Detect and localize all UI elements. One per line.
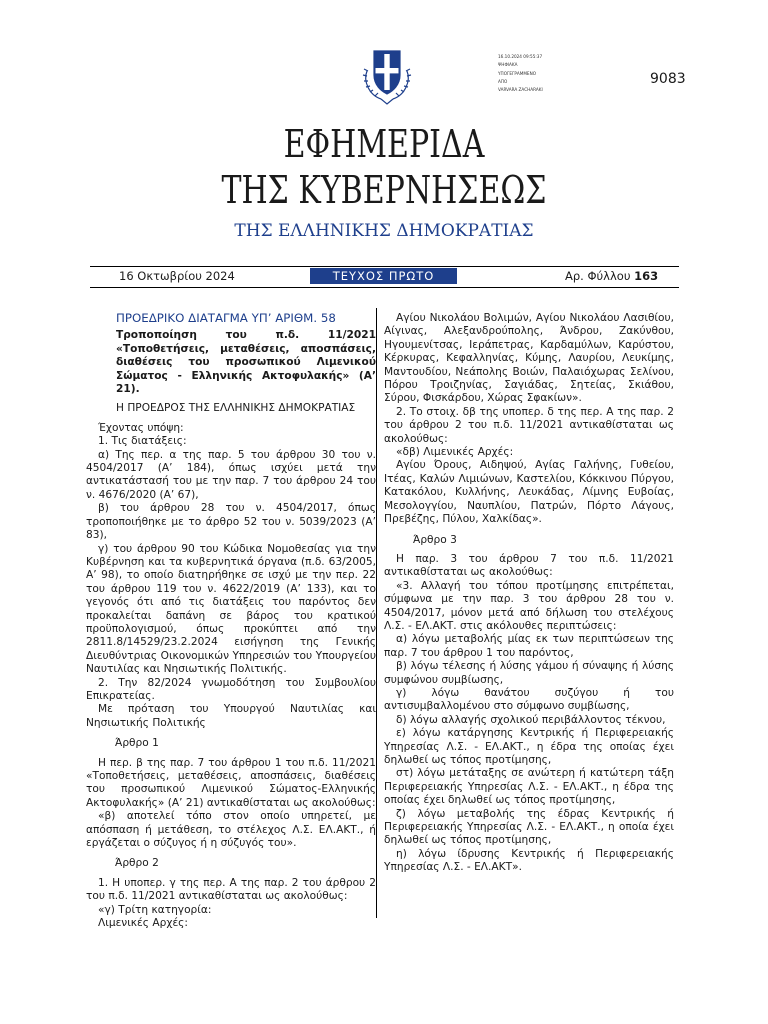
paragraph: β) του άρθρου 28 του ν. 4504/2017, όπως τροποποιήθηκε με το άρθρο 52 του ν. 5039/2023 (Α’ 83),	[86, 502, 376, 542]
paragraph: δ) λόγω αλλαγής σχολικού περιβάλλοντος τέκνου,	[396, 713, 666, 726]
decree-subject: Τροποποίηση του π.δ. 11/2021 «Τοποθετήσεις, μεταθέσεις, αποσπάσεις, διαθέσεις του προσωπικού Λιμενικού Σώματος - Ελληνικής Ακτοφυλακής» (Α’ 21).	[116, 329, 376, 396]
paragraph: 1. Τις διατάξεις:	[98, 435, 187, 448]
paragraph: Αγίου Όρους, Αιδηψού, Αγίας Γαλήνης, Γυθείου, Ιτέας, Καλών Λιμιώνων, Καστελίου, Κόκκινου Πύργου, Κατακόλου, Κυλλήνης, Λευκάδας, Λίμνης Ευβοίας, Μεσολογγίου, Ναυπλίου, Πατρών, Πόρτο Λάγους, Πρεβέζης, Πύλου, Χαλκίδας».	[384, 459, 674, 526]
paragraph: 2. Το στοιχ. δβ της υποπερ. δ της περ. Α της παρ. 2 του άρθρου 2 του π.δ. 11/2021 αντικαθίσταται ως ακολούθως:	[384, 405, 674, 445]
signature-line: ΨΗΦΙΑΚΑ	[498, 62, 518, 68]
president-heading: Η ΠΡΟΕΔΡΟΣ ΤΗΣ ΕΛΛΗΝΙΚΗΣ ΔΗΜΟΚΡΑΤΙΑΣ	[116, 402, 356, 415]
article-heading: Άρθρο 3	[413, 533, 457, 546]
issue-date: 16 Οκτωβρίου 2024	[119, 269, 235, 283]
masthead-subtitle: ΤΗΣ ΕΛΛΗΝΙΚΗΣ ΔΗΜΟΚΡΑΤΙΑΣ	[234, 221, 534, 241]
paragraph: Με πρόταση του Υπουργού Ναυτιλίας και Νησιωτικής Πολιτικής	[86, 703, 376, 729]
masthead-title-line1: ΕΦΗΜΕΡΙΔΑ	[283, 122, 485, 166]
paragraph: ζ) λόγω μεταβολής της έδρας Κεντρικής ή Περιφερειακής Υπηρεσίας Λ.Σ. - ΕΛ.ΑΚΤ., η οποία έχει δηλωθεί ως τόπος προτίμησης,	[384, 807, 674, 847]
paragraph: α) λόγω μεταβολής μίας εκ των περιπτώσεων της παρ. 7 του άρθρου 1 του παρόντος,	[384, 633, 674, 659]
paragraph: γ) του άρθρου 90 του Κώδικα Νομοθεσίας για την Κυβέρνηση και τα κυβερνητικά όργανα (π.δ. 63/2005, Α’ 98), το οποίο διατηρήθηκε σε ισχύ με την περ. 22 του άρθρου 119 του ν. 4622/2019 (Α’ 133), και το γεγονός ότι από τις διατάξεις του παρόντος δεν προκαλείται δαπάνη σε βάρος του κρατικού προϋπολογισμού, όπως προκύπτει από την 2811.8/14529/23.2.2024 εισήγηση της Γενικής Διευθύντριας Οικονομικών Υπηρεσιών του Υπουργείου Ναυτιλίας και Νησιωτικής Πολιτικής.	[86, 542, 376, 676]
signature-timestamp: 16.10.2024 09:55:37	[498, 54, 543, 59]
paragraph: γ) λόγω θανάτου συζύγου ή του αντισυμβαλλομένου στο σύμφωνο συμβίωσης,	[384, 686, 674, 713]
signature-line: ΥΠΟΓΕΓΡΑΜΜΕΝΟ	[498, 70, 537, 76]
header-bottom-rule	[90, 287, 679, 288]
article-heading: Άρθρο 2	[115, 857, 159, 870]
header-top-rule	[90, 266, 679, 267]
paragraph: Η παρ. 3 του άρθρου 7 του π.δ. 11/2021 αντικαθίσταται ως ακολούθως:	[384, 552, 674, 579]
right-column	[384, 312, 674, 875]
sheet-label: Αρ. Φύλλου	[565, 269, 631, 283]
decree-title: ΠΡΟΕΔΡΙΚΟ ΔΙΑΤΑΓΜΑ ΥΠ’ ΑΡΙΘΜ. 58	[116, 311, 336, 325]
paragraph: Αγίου Νικολάου Βολιμών, Αγίου Νικολάου Λασιθίου, Αίγινας, Αλεξανδρούπολης, Άνδρου, Ζακύνθου, Ηγουμενίτσας, Ιεράπετρας, Καρδαμύλων, Καρύστου, Κέρκυρας, Κεφαλληνίας, Κύμης, Λαυρίου, Λευκίμης, Μαντουδίου, Νεάπολης Βοιών, Παλαιόχωρας Σελίνου, Πόρου Τροιζηνίας, Σαγιάδας, Σητείας, Σκιάθου, Σύρου, Φισκάρδου, Χώρας Σφακίων».	[384, 312, 674, 405]
paragraph: «γ) Τρίτη κατηγορία:	[98, 903, 212, 916]
paragraph: 2. Την 82/2024 γνωμοδότηση του Συμβουλίου Επικρατείας.	[86, 676, 376, 702]
article-heading: Άρθρο 1	[115, 737, 159, 750]
left-column	[86, 312, 376, 930]
page-number: 9083	[650, 71, 686, 87]
paragraph: α) Της περ. α της παρ. 5 του άρθρου 30 του ν. 4504/2017 (Α’ 184), όπως ισχύει μετά την αντικατάστασή του με την παρ. 7 του άρθρου 24 του ν. 4676/2020 (Α’ 67),	[86, 448, 376, 501]
column-divider	[376, 308, 377, 918]
signature-signer: VARVARA ZACHARAKI	[498, 87, 543, 93]
paragraph: «β) αποτελεί τόπο στον οποίο υπηρετεί, με απόσπαση ή μετάθεση, το στέλεχος Λ.Σ. ΕΛ.ΑΚΤ., ή εργάζεται ο σύζυγος ή η σύζυγός του».	[86, 810, 376, 850]
paragraph: Η περ. β της παρ. 7 του άρθρου 1 του π.δ. 11/2021 «Τοποθετήσεις, μεταθέσεις, αποσπάσεις, διαθέσεις του προσωπικού Λιμενικού Σώματος-Ελληνικής Ακτοφυλακής» (Α’ 21) αντικαθίσταται ως ακολούθως:	[86, 756, 376, 809]
paragraph: ε) λόγω κατάργησης Κεντρικής ή Περιφερειακής Υπηρεσίας Λ.Σ. - ΕΛ.ΑΚΤ., η έδρα της οποίας έχει δηλωθεί ως τόπος προτίμησης,	[384, 727, 674, 766]
paragraph: Λιμενικές Αρχές:	[98, 917, 188, 930]
paragraph: η) λόγω ίδρυσης Κεντρικής ή Περιφερειακής Υπηρεσίας Λ.Σ. - ΕΛ.ΑΚΤ».	[384, 847, 674, 874]
masthead-title-line2: ΤΗΣ ΚΥΒΕΡΝΗΣΕΩΣ	[221, 168, 547, 212]
paragraph: στ) λόγω μετάταξης σε ανώτερη ή κατώτερη τάξη Περιφερειακής Υπηρεσίας Λ.Σ. - ΕΛ.ΑΚΤ., η έδρα της οποίας έχει δηλωθεί ως τόπος προτίμησης,	[384, 767, 674, 807]
paragraph: β) λόγω τέλεσης ή λύσης γάμου ή σύναψης ή λύσης συμφώνου συμβίωσης,	[384, 660, 674, 686]
paragraph: «3. Αλλαγή του τόπου προτίμησης επιτρέπεται, σύμφωνα με την παρ. 3 του άρθρου 28 του ν. 4504/2017, μόνον μετά από δήλωση του στελέχους Λ.Σ. - ΕΛ.ΑΚΤ. στις ακόλουθες περιπτώσεις:	[384, 579, 674, 632]
paragraph: 1. Η υποπερ. γ της περ. Α της παρ. 2 του άρθρου 2 του π.δ. 11/2021 αντικαθίσταται ως ακολούθως:	[86, 876, 376, 903]
digital-signature-stamp	[498, 53, 543, 94]
greek-coat-of-arms-icon	[355, 41, 419, 107]
sheet-number	[565, 269, 658, 283]
issue-series-badge: ΤΕΥΧΟΣ ΠΡΩΤΟ	[310, 268, 457, 284]
paragraph: Έχοντας υπόψη:	[98, 421, 184, 434]
sheet-number-value: 163	[634, 269, 659, 283]
paragraph: «δβ) Λιμενικές Αρχές:	[396, 446, 514, 459]
signature-line: ΑΠΟ	[498, 78, 508, 84]
